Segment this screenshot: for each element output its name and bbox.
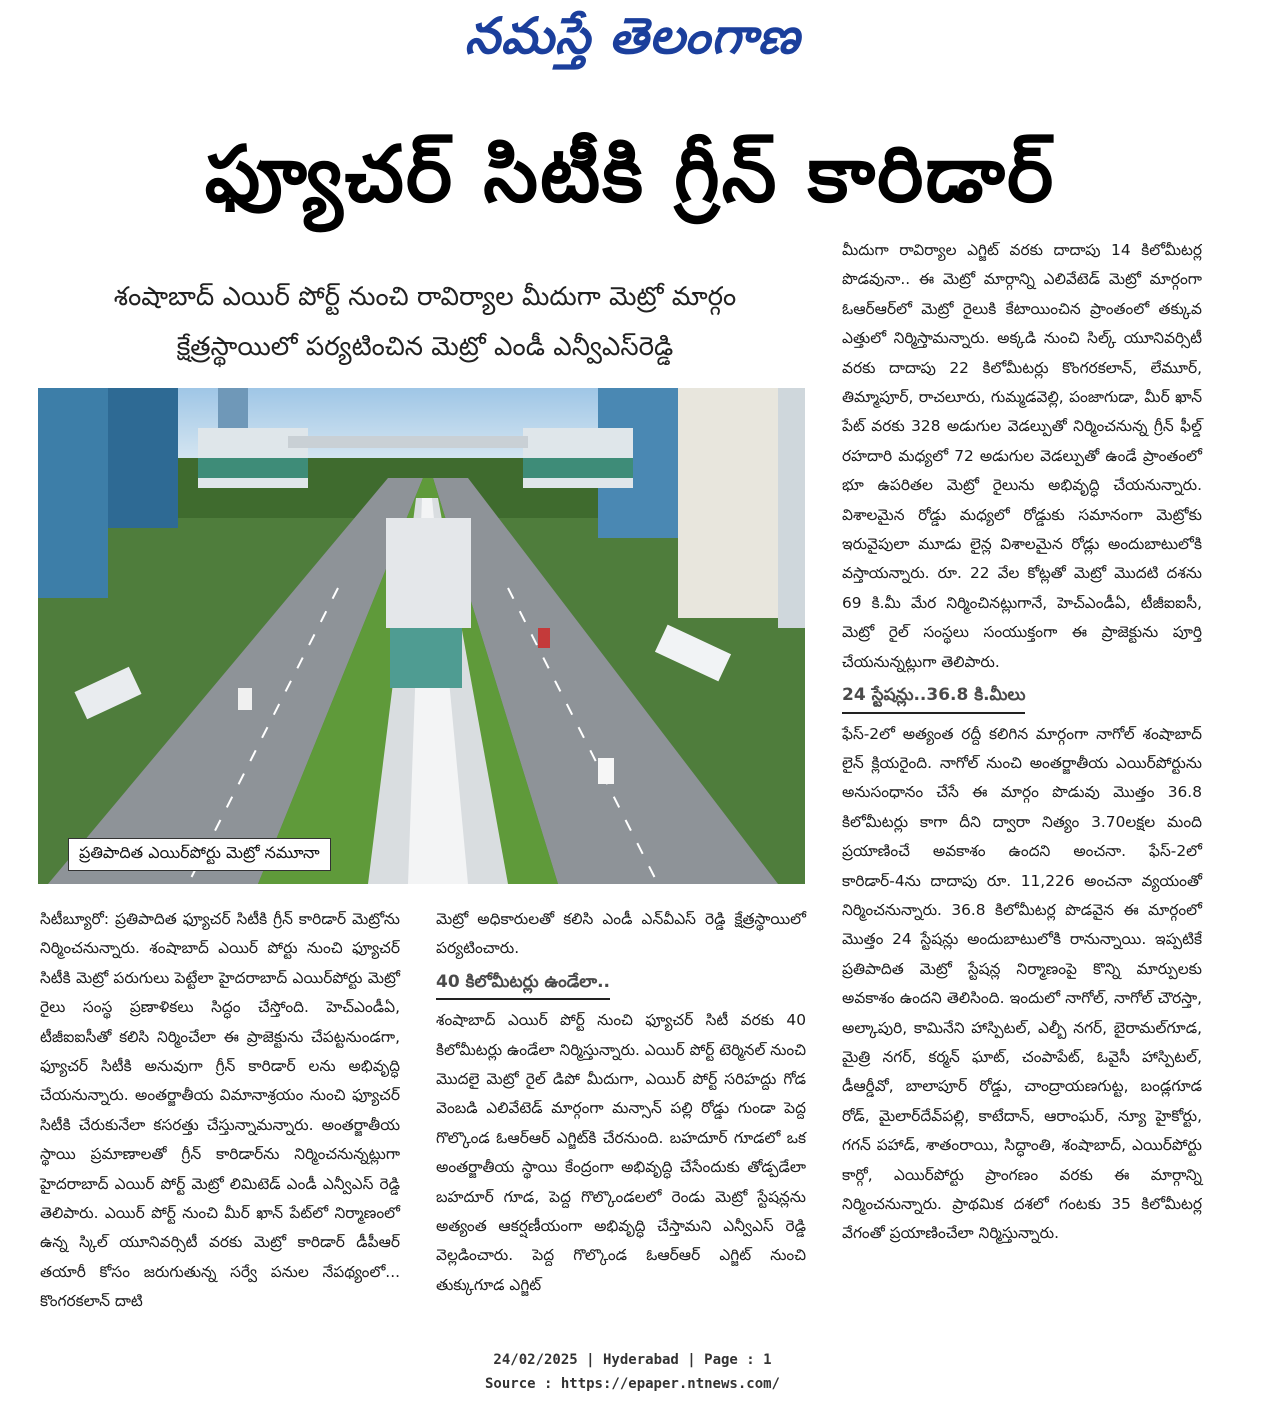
- deck-line-2: క్షేత్రస్థాయిలో పర్యటించిన మెట్రో ఎండీ ఎన్వీఎస్‌రెడ్డి: [176, 332, 674, 362]
- deck-line-1: శంషాబాద్ ఎయిర్ పోర్ట్ నుంచి రావిర్యాల మీదుగా మెట్రో మార్గం: [113, 282, 737, 312]
- metro-illustration: [38, 388, 805, 884]
- column-3-body-text: ఫేస్-2లో అత్యంత రద్దీ కలిగిన మార్గంగా నాగోల్ శంషాబాద్ లైన్ క్లియరైంది. నాగోల్ నుంచి అంతర్జాతీయ ఎయిర్‌పోర్టును అనుసంధానం చేసే ఈ మార్గం పొడువు మొత్తం 36.8 కిలోమీటర్లు కాగా దీని ద్వారా నిత్యం 3.70లక్షల మంది ప్రయాణించే అవకాశం ఉందని అంచనా. ఫేస్-2లో కారిడార్-4ను దాదాపు రూ. 11,226 అంచనా వ్యయంతో నిర్మించనున్నారు. 36.8 కిలోమీటర్ల పొడవైన ఈ మార్గంలో మొత్తం 24 స్టేషన్లు అందుబాటులోకి రానున్నాయి. ఇప్పటికే ప్రతిపాదిత మెట్రో స్టేషన్ల నిర్మాణంపై కొన్ని మార్పులకు అవకాశం ఉందని తెలిసింది. ఇందులో నాగోల్, నాగోల్ చౌరస్తా, అల్కాపురి, కామినేని హాస్పిటల్, ఎల్బీ నగర్, బైరామల్‌గూడ, మైత్రి నగర్, కర్మన్ ఘాట్, చంపాపేట్, ఓవైసీ హాస్పిటల్, డీఆర్డీవో, బాలాపూర్ రోడ్డు, చాంద్రాయణగుట్ట, బండ్లగూడ రోడ్, మైలార్‌దేవ్‌పల్లి, కాటేదాన్, ఆరాంఘర్, న్యూ హైకోర్టు, గగన్ పహాడ్, శాతంరాయి, సిద్ధాంతి, శంషాబాద్, ఎయిర్‌పోర్టు కార్గో, ఎయిర్‌పోర్టు ప్రాంగణం వరకు ఈ మార్గాన్ని నిర్మించనున్నారు. ప్రాథమిక దశలో గంటకు 35 కిలోమీటర్ల వేగంతో ప్రయాణించేలా నిర్మిస్తున్నారు.: [842, 724, 1202, 1243]
- column-1: [40, 905, 400, 1317]
- footer-source: Source : https://epaper.ntnews.com/: [484, 1376, 780, 1392]
- footer-dateline: 24/02/2025 | Hyderabad | Page : 1: [493, 1352, 772, 1368]
- subheading-24-stations: 24 స్టేషన్లు..36.8 కి.మీలు: [842, 681, 1025, 713]
- column-2-body: శంషాబాద్ ఎయిర్ పోర్ట్ నుంచి ఫ్యూచర్ సిటీ వరకు 40 కిలోమీటర్లు ఉండేలా నిర్మిస్తున్నారు. ఎయిర్ పోర్ట్ టెర్మినల్ నుంచి మొదలై మెట్రో రైల్ డిపో మీదుగా, ఎయిర్ పోర్ట్ సరిహద్దు గోడ వెంబడి ఎలివేటెడ్ మార్గంగా మన్సాన్ పల్లి రోడ్డు గుండా పెద్ద గొల్కొండ ఓఆర్ఆర్ ఎగ్జిట్‌కి చేరనుంది. బహదూర్ గూడలో ఒక అంతర్జాతీయ స్థాయి కేంద్రంగా అభివృద్ధి చేసేందుకు తోడ్పడేలా బహదూర్ గూడ, పెద్ద గొల్కొండలలో రెండు మెట్రో స్టేషన్లను అత్యంత ఆకర్షణీయంగా అభివృద్ధి చేస్తామని ఎన్వీఎస్ రెడ్డి వెల్లడించారు. పెద్ద గొల్కొండ ఓఆర్ఆర్ ఎగ్జిట్ నుంచి తుక్కుగూడ ఎగ్జిట్: [436, 1011, 807, 1294]
- column-3-top: [842, 236, 1202, 1249]
- photo-caption: ప్రతిపాదిత ఎయిర్‌పోర్టు మెట్రో నమూనా: [68, 838, 331, 871]
- column-2-intro: మెట్రో అధికారులతో కలిసి ఎండీ ఎన్‌వీఎస్ రెడ్డి క్షేత్రస్థాయిలో పర్యటించారు.: [436, 910, 806, 958]
- masthead-title: నమస్తే తెలంగాణ: [464, 6, 801, 65]
- column-1-text: సిటీబ్యూరో: ప్రతిపాదిత ఫ్యూచర్ సిటీకి గ్రీన్ కారిడార్ మెట్రోను నిర్మించనున్నారు. శంషాబాద్ ఎయిర్ పోర్టు నుంచి ఫ్యూచర్ సిటీకి మెట్రో పరుగులు పెట్టేలా హైదరాబాద్ ఎయిర్‌పోర్టు మెట్రో రైలు సంస్థ ప్రణాళికలు సిద్ధం చేస్తోంది. హెచ్‌ఎండీఏ, టీజీఐఐసీతో కలిసి నిర్మించేలా ఈ ప్రాజెక్టును చేపట్టనుండగా, ఫ్యూచర్ సిటీకి అనువుగా గ్రీన్ కారిడార్ లను అభివృద్ధి చేయనున్నారు. అంతర్జాతీయ విమానాశ్రయం నుంచి ఫ్యూచర్ సిటీకి చేరుకునేలా కసరత్తు చేస్తున్నామన్నారు. అంతర్జాతీయ స్థాయి ప్రమాణాలతో గ్రీన్ కారిడార్‌ను నిర్మించనున్నట్లుగా హైదరాబాద్ ఎయిర్ పోర్ట్ మెట్రో లిమిటెడ్ ఎండీ ఎన్వీఎస్ రెడ్డి తెలిపారు. ఎయిర్ పోర్ట్ నుంచి మీర్ ఖాన్ పేట్‌లో నిర్మాణంలో ఉన్న స్కిల్ యూనివర్సిటీ వరకు మెట్రో కారిడార్ డీపీఆర్ తయారీ కోసం జరుగుతున్న సర్వే పనుల నేపథ్యంలో... కొంగరకలాన్ దాటి: [40, 910, 400, 1311]
- headline: ఫ్యూచర్ సిటీకి గ్రీన్ కారిడార్: [204, 130, 1056, 220]
- column-3-top-text: మీదుగా రావిర్యాల ఎగ్జిట్ వరకు దాదాపు 14 కిలోమీటర్ల పొడవునా.. ఈ మెట్రో మార్గాన్ని ఎలివేటెడ్ మెట్రో మార్గంగా ఓఆర్ఆర్‌లో మెట్రో రైలుకి కేటాయించిన ప్రాంతంలో తక్కువ ఎత్తులో నిర్మిస్తామన్నారు. అక్కడి నుంచి సిల్క్ యూనివర్సిటీ వరకు దాదాపు 22 కిలోమీటర్లు కొంగరకలాన్, లేమూర్, తిమ్మాపూర్, రాచలూరు, గుమ్మడవెల్లి, పంజాగుడా, మీర్ ఖాన్ పేట్ వరకు 328 అడుగుల వెడల్పుతో నిర్మించనున్న గ్రీన్ ఫీల్డ్ రహదారి మధ్యలో 72 అడుగుల వెడల్పుతో ఉండే ప్రాంతంలో భూ ఉపరితల మెట్రో రైలును అభివృద్ధి చేయనున్నారు. విశాలమైన రోడ్డు మధ్యలో రోడ్డుకు సమానంగా మెట్రోకు ఇరువైపులా మూడు లైన్ల విశాలమైన రోడ్లు అందుబాటులోకి వస్తాయన్నారు. రూ. 22 వేల కోట్లతో మెట్రో మొదటి దశను 69 కి.మీ మేర నిర్మించినట్లుగానే, హెచ్‌ఎండీఏ, టీజీఐఐసీ, మెట్రో రైల్ సంస్థలు సంయుక్తంగా ఈ ప్రాజెక్టును పూర్తి చేయనున్నట్లుగా తెలిపారు.: [842, 241, 1202, 671]
- column-2: [436, 905, 806, 1300]
- subheading-40-km: 40 కిలోమీటర్లు ఉండేలా..: [436, 968, 610, 1000]
- masthead: [0, 6, 1265, 78]
